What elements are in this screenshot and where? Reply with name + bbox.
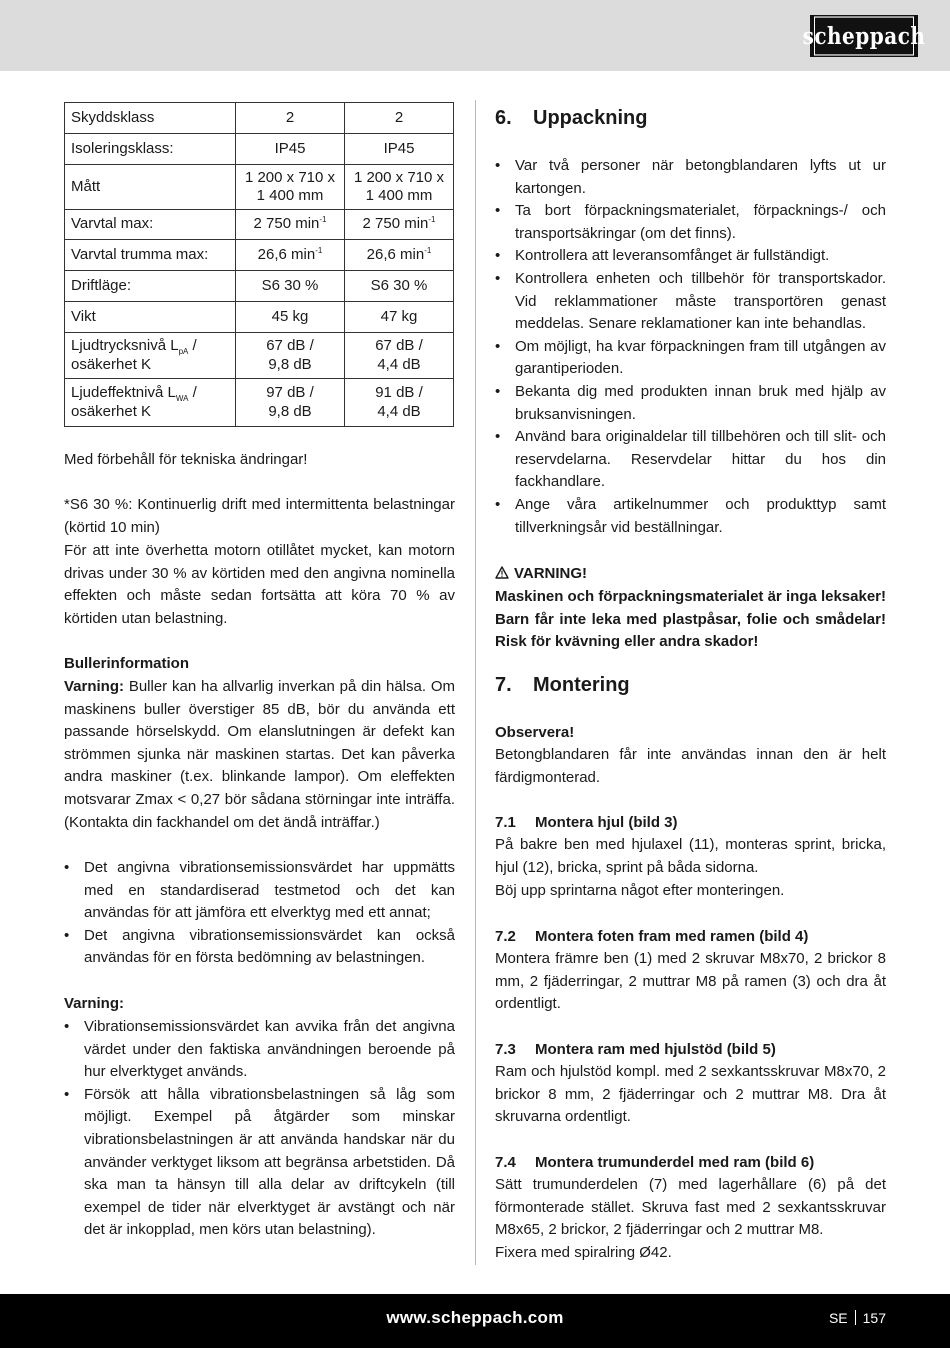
footer-url: www.scheppach.com bbox=[386, 1308, 564, 1327]
list-item: • Kontrollera att leveransomfånget är fullständigt. bbox=[495, 245, 886, 268]
warning-label: VARNING! bbox=[495, 563, 886, 586]
table-row: Varvtal trumma max: 26,6 $\min^{-1}$ 26,6 $\min^{-1}$ bbox=[65, 240, 454, 271]
noise-text: Varning: Buller kan ha allvarlig inverkan på din hälsa. Om maskinens buller överstiger 85 dB, bör du använda ett passande hörselskydd. Om elanslutningen är defekt kan strömmen sjunka när maskinen startas. Det kan påverka andra maskiner (t.ex. blinkande lampor). Om eleffekten motsvarar Zmax < 0,27 bör sådana störningar inte inträffa. (Kontakta din fackhandel om det ändå inträffar.) bbox=[64, 678, 455, 831]
list-item: • Det angivna vibrationsemissionsvärdet kan också användas för en första bedömning av belastningen. bbox=[64, 925, 455, 970]
list-item: • Det angivna vibrationsemissionsvärdet har uppmätts med en standardiserad testmetod och det kan användas för att jämföra ett elverktyg med ett annat; bbox=[64, 857, 455, 925]
noise-heading: Bullerinformation bbox=[64, 655, 190, 672]
spec-table bbox=[64, 102, 454, 427]
table-row: Ljudeffektnivå $L_{WA}$ / osäkerhet K 97 dB / 9,8 dB 91 dB / 4,4 dB bbox=[65, 379, 454, 427]
list-item: • Försök att hålla vibrationsbelastningen så låg som möjligt. Exempel på åtgärder som minskar vibrationsbelastningen är att använda handskar när du använder verktyget liksom att begränsa arbetstiden. Då ska man ta hänsyn till alla delar av driftcykeln (till exempel de tider när elverktyget är avstängt och när det är inkopplad, men körs utan belastning). bbox=[64, 1084, 455, 1242]
scheppach-logo bbox=[802, 15, 926, 57]
warning-triangle-icon bbox=[495, 566, 509, 579]
subsection-7-1-heading: 7.1 Montera hjul (bild 3) bbox=[495, 814, 678, 831]
note-label: Observera! bbox=[495, 724, 575, 741]
page-number: SE 157 bbox=[828, 1310, 886, 1326]
table-row: Driftläge: S6 30 % S6 30 % bbox=[65, 271, 454, 302]
s6-note-detail: För att inte överhetta motorn otillåtet mycket, kan motorn drivas under 30 % av körtiden med den angivna nominella effekten och måste sedan fortsätta att köra 70 % av körtiden utan belastning. bbox=[64, 542, 455, 627]
page-separator bbox=[855, 1310, 856, 1325]
list-item: • Använd bara originaldelar till tillbehören och till slit- och reservdelarna. Reservdelar hittar du hos din fackhandlare. bbox=[495, 426, 886, 494]
unpacking-bullets bbox=[495, 155, 886, 539]
table-row: Isoleringsklass: IP45 IP45 bbox=[65, 134, 454, 165]
table-row: Vikt 45 kg 47 kg bbox=[65, 302, 454, 333]
logo-wordmark: scheppach bbox=[814, 16, 914, 55]
subsection-7-2-heading: 7.2 Montera foten fram med ramen (bild 4) bbox=[495, 928, 809, 945]
noise-bullets bbox=[64, 857, 455, 970]
subsection-7-1-text: På bakre ben med hjulaxel (11), monteras sprint, bricka, hjul (12), bricka, sprint på båda sidorna. bbox=[495, 836, 886, 876]
footer-bar bbox=[0, 1294, 950, 1348]
section-6-heading: 6. Uppackning bbox=[495, 107, 648, 129]
table-row: Varvtal max: 2 750 $\min^{-1}$ 2 750 $\min^{-1}$ bbox=[65, 210, 454, 240]
subsection-7-3-text: Ram och hjulstöd kompl. med 2 sexkantsskruvar M8x70, 2 brickor 8 mm, 2 fjäderringar och 2 muttrar M8. Dra åt skruvarna ordentligt. bbox=[495, 1063, 886, 1126]
s6-note: *S6 30 %: Kontinuerlig drift med intermittenta belastningar (körtid 10 min) bbox=[64, 496, 455, 536]
table-row: Mått 1 200 x 710 x 1 400 mm 1 200 x 710 x 1 400 mm bbox=[65, 165, 454, 210]
list-item: • Ta bort förpackningsmaterialet, förpacknings-/ och transportsäkringar (om det finns). bbox=[495, 200, 886, 245]
subsection-7-4-text: Sätt trumunderdelen (7) med lagerhållare (6) på det förmonterade stället. Skruva fast med 2 sexkantsskruvar M8x65, 2 brickor, 2 fjäderringar och 2 muttrar M8. bbox=[495, 1176, 886, 1239]
subsection-7-3-heading: 7.3 Montera ram med hjulstöd (bild 5) bbox=[495, 1041, 776, 1058]
warning-heading: Varning: bbox=[64, 995, 125, 1012]
subsection-7-4-text2: Fixera med spiralring Ø42. bbox=[495, 1244, 672, 1261]
subsection-7-2-text: Montera främre ben (1) med 2 skruvar M8x70, 2 brickor 8 mm, 2 fjäderringar, 2 muttrar M8 på ramen (3) och dra åt ordentligt. bbox=[495, 950, 886, 1013]
list-item: • Vibrationsemissionsvärdet kan avvika från det angivna värdet under den faktiska användningen beroende på hur elverktyget används. bbox=[64, 1016, 455, 1084]
list-item: • Ange våra artikelnummer och produkttyp samt tillverkningsår vid beställningar. bbox=[495, 494, 886, 539]
warning-bullets bbox=[64, 1016, 455, 1242]
subsection-7-1-text2: Böj upp sprintarna något efter monteringen. bbox=[495, 882, 785, 899]
reservation-note: Med förbehåll för tekniska ändringar! bbox=[64, 451, 308, 468]
column-divider bbox=[475, 100, 476, 1265]
table-row: Ljudtrycksnivå $L_{pA}$ / osäkerhet K 67 dB / 9,8 dB 67 dB / 4,4 dB bbox=[65, 333, 454, 379]
list-item: • Kontrollera enheten och tillbehör för transportskador. Vid reklammationer måste transportören genast meddelas. Senare reklamationer kan inte behandlas. bbox=[495, 268, 886, 336]
section-7-heading: 7. Montering bbox=[495, 674, 630, 696]
warning-text: Maskinen och förpackningsmaterialet är inga leksaker! Barn får inte leka med plastpåsar, folie och smådelar! Risk för kvävning eller andra skador! bbox=[495, 588, 886, 651]
list-item: • Var två personer när betongblandaren lyfts ut ur kartongen. bbox=[495, 155, 886, 200]
note-text: Betongblandaren får inte användas innan den är helt färdigmonterad. bbox=[495, 746, 886, 786]
subsection-7-4-heading: 7.4 Montera trumunderdel med ram (bild 6) bbox=[495, 1154, 815, 1171]
table-row: Skyddsklass 2 2 bbox=[65, 103, 454, 134]
list-item: • Bekanta dig med produkten innan bruk med hjälp av bruksanvisningen. bbox=[495, 381, 886, 426]
list-item: • Om möjligt, ha kvar förpackningen fram till utgången av garantiperioden. bbox=[495, 336, 886, 381]
